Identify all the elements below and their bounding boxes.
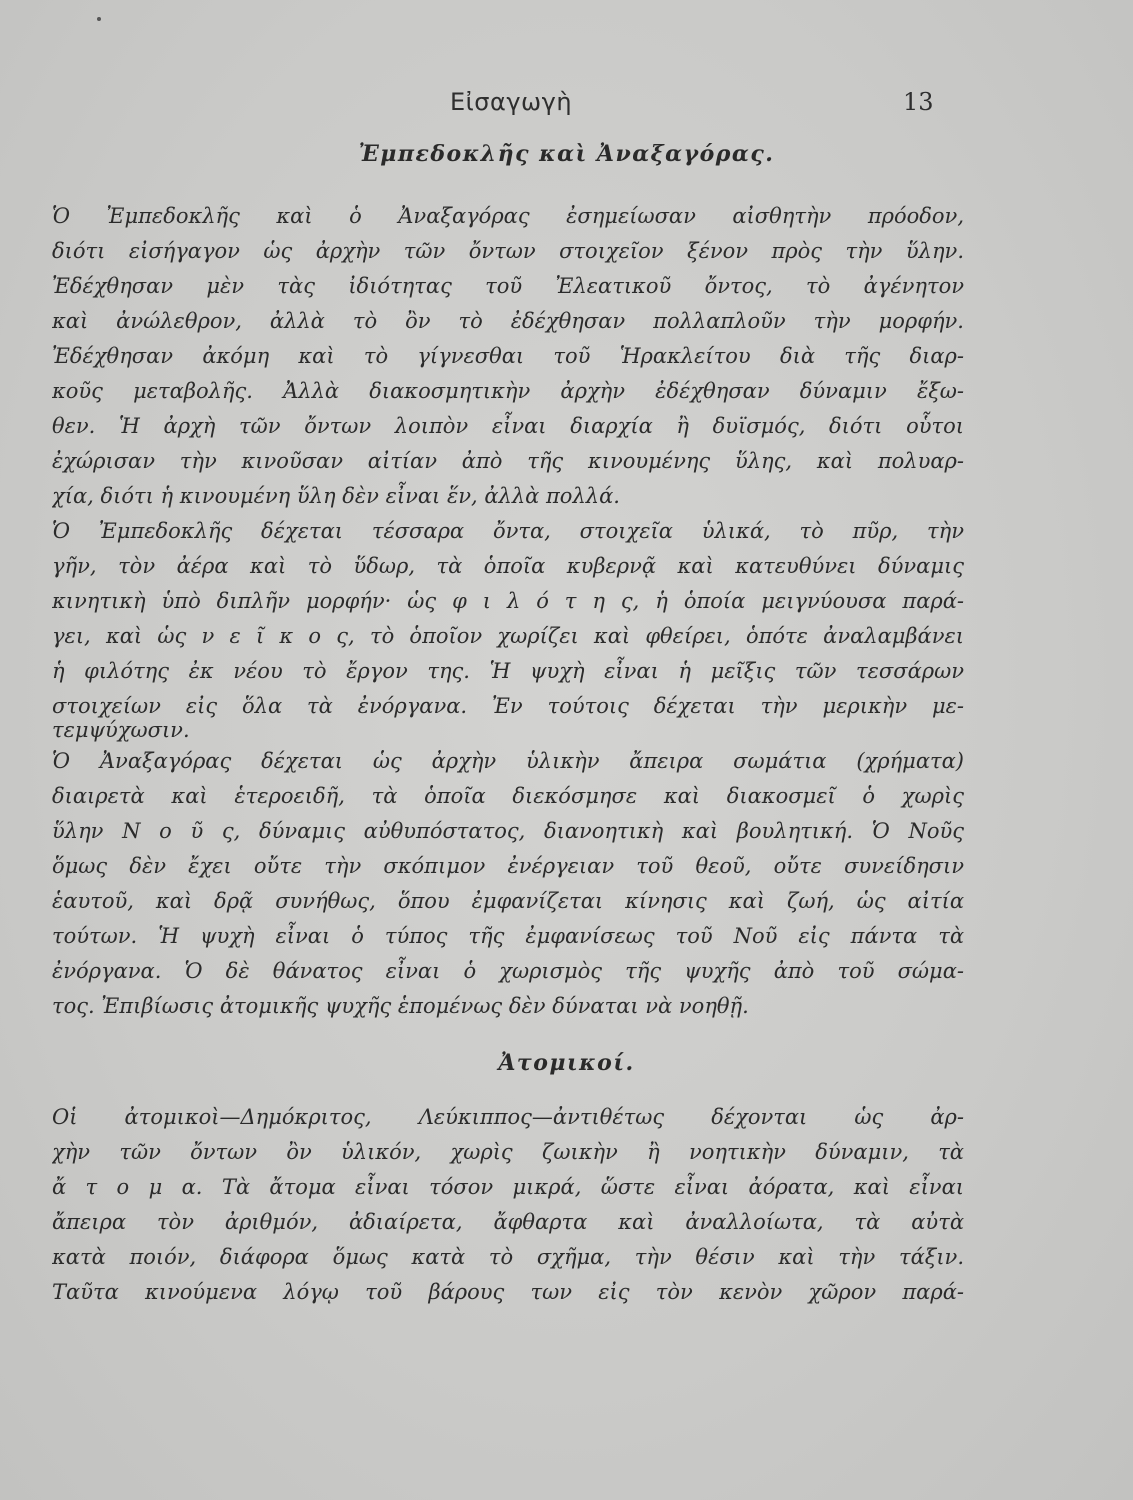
text-line: Ὁ Ἀναξαγόρας δέχεται ὡς ἀρχὴν ὑλικὴν ἄπειρα σωμάτια (χρήματα) (52, 749, 964, 773)
text-line: στοιχείων εἰς ὅλα τὰ ἐνόργανα. Ἐν τούτοις δέχεται τὴν μερικὴν με- (52, 694, 964, 718)
text-line: διότι εἰσήγαγον ὡς ἀρχὴν τῶν ὄντων στοιχεῖον ξένον πρὸς τὴν ὕλην. (52, 239, 964, 263)
text-line: Ταῦτα κινούμενα λόγῳ τοῦ βάρους των εἰς τὸν κενὸν χῶρον παρά- (52, 1280, 964, 1304)
text-line: τεμψύχωσιν. (52, 718, 190, 742)
text-line: κινητικὴ ὑπὸ διπλῆν μορφήν· ὡς φ ι λ ό τ η ς, ἡ ὁποία μειγνύουσα παρά- (52, 589, 964, 613)
text-line: ὕλην Ν ο ῦ ς, δύναμις αὐθυπόστατος, διανοητικὴ καὶ βουλητική. Ὁ Νοῦς (52, 819, 964, 843)
text-line: κατὰ ποιόν, διάφορα ὅμως κατὰ τὸ σχῆμα, τὴν θέσιν καὶ τὴν τάξιν. (52, 1245, 964, 1269)
text-line: ἄ τ ο μ α. Τὰ ἄτομα εἶναι τόσον μικρά, ὥστε εἶναι ἀόρατα, καὶ εἶναι (52, 1175, 964, 1199)
text-line: Ἐδέχθησαν μὲν τὰς ἰδιότητας τοῦ Ἐλεατικοῦ ὄντος, τὸ ἀγένητον (52, 274, 964, 298)
text-line: Ὁ Ἐμπεδοκλῆς καὶ ὁ Ἀναξαγόρας ἐσημείωσαν αἰσθητὴν πρόοδον, (52, 204, 964, 228)
text-line: Οἱ ἀτομικοὶ—Δημόκριτος, Λεύκιππος—ἀντιθέτως δέχονται ὡς ἀρ- (52, 1105, 964, 1129)
text-line: ὅμως δὲν ἔχει οὔτε τὴν σκόπιμον ἐνέργειαν τοῦ θεοῦ, οὔτε συνείδησιν (52, 854, 964, 878)
text-line: ἄπειρα τὸν ἀριθμόν, ἀδιαίρετα, ἄφθαρτα καὶ ἀναλλοίωτα, τὰ αὐτὰ (52, 1210, 964, 1234)
text-line: ἡ φιλότης ἐκ νέου τὸ ἔργον της. Ἡ ψυχὴ εἶναι ἡ μεῖξις τῶν τεσσάρων (52, 659, 964, 683)
page-number: 13 (903, 88, 934, 116)
text-line: γῆν, τὸν ἀέρα καὶ τὸ ὕδωρ, τὰ ὁποῖα κυβερνᾷ καὶ κατευθύνει δύναμις (52, 554, 964, 578)
text-line: χία, διότι ἡ κινουμένη ὕλη δὲν εἶναι ἕν, ἀλλὰ πολλά. (52, 484, 620, 508)
text-line: διαιρετὰ καὶ ἑτεροειδῆ, τὰ ὁποῖα διεκόσμησε καὶ διακοσμεῖ ὁ χωρὶς (52, 784, 964, 808)
text-line: ἐχώρισαν τὴν κινοῦσαν αἰτίαν ἀπὸ τῆς κινουμένης ὕλης, καὶ πολυαρ- (52, 449, 964, 473)
text-line: Ὁ Ἐμπεδοκλῆς δέχεται τέσσαρα ὄντα, στοιχεῖα ὑλικά, τὸ πῦρ, τὴν (52, 519, 964, 543)
running-header (0, 88, 1133, 124)
text-line: γει, καὶ ὡς ν ε ῖ κ ο ς, τὸ ὁποῖον χωρίζει καὶ φθείρει, ὁπότε ἀναλαμβάνει (52, 624, 964, 648)
text-line: Ἐδέχθησαν ἀκόμη καὶ τὸ γίγνεσθαι τοῦ Ἡρακλείτου διὰ τῆς διαρ- (52, 344, 964, 368)
section-heading-empedocles-anaxagoras: Ἐμπεδοκλῆς καὶ Ἀναξαγόρας. (358, 141, 775, 167)
text-line: χὴν τῶν ὄντων ὂν ὑλικόν, χωρὶς ζωικὴν ἢ νοητικὴν δύναμιν, τὰ (52, 1140, 964, 1164)
running-title: Εἰσαγωγὴ (450, 88, 573, 116)
text-line: κοῦς μεταβολῆς. Ἀλλὰ διακοσμητικὴν ἀρχὴν ἐδέχθησαν δύναμιν ἔξω- (52, 379, 964, 403)
text-line: θεν. Ἡ ἀρχὴ τῶν ὄντων λοιπὸν εἶναι διαρχία ἢ δυϊσμός, διότι οὗτοι (52, 414, 964, 438)
section-heading-atomists: Ἀτομικοί. (498, 1050, 635, 1076)
text-line: ἐνόργανα. Ὁ δὲ θάνατος εἶναι ὁ χωρισμὸς τῆς ψυχῆς ἀπὸ τοῦ σώμα- (52, 959, 964, 983)
text-line: ἑαυτοῦ, καὶ δρᾷ συνήθως, ὅπου ἐμφανίζεται κίνησις καὶ ζωή, ὡς αἰτία (52, 889, 964, 913)
print-speck (97, 17, 101, 21)
text-line: τούτων. Ἡ ψυχὴ εἶναι ὁ τύπος τῆς ἐμφανίσεως τοῦ Νοῦ εἰς πάντα τὰ (52, 924, 964, 948)
text-line: τος. Ἐπιβίωσις ἀτομικῆς ψυχῆς ἑπομένως δὲν δύναται νὰ νοηθῇ. (52, 994, 749, 1018)
text-line: καὶ ἀνώλεθρον, ἀλλὰ τὸ ὂν τὸ ἐδέχθησαν πολλαπλοῦν τὴν μορφήν. (52, 309, 964, 333)
